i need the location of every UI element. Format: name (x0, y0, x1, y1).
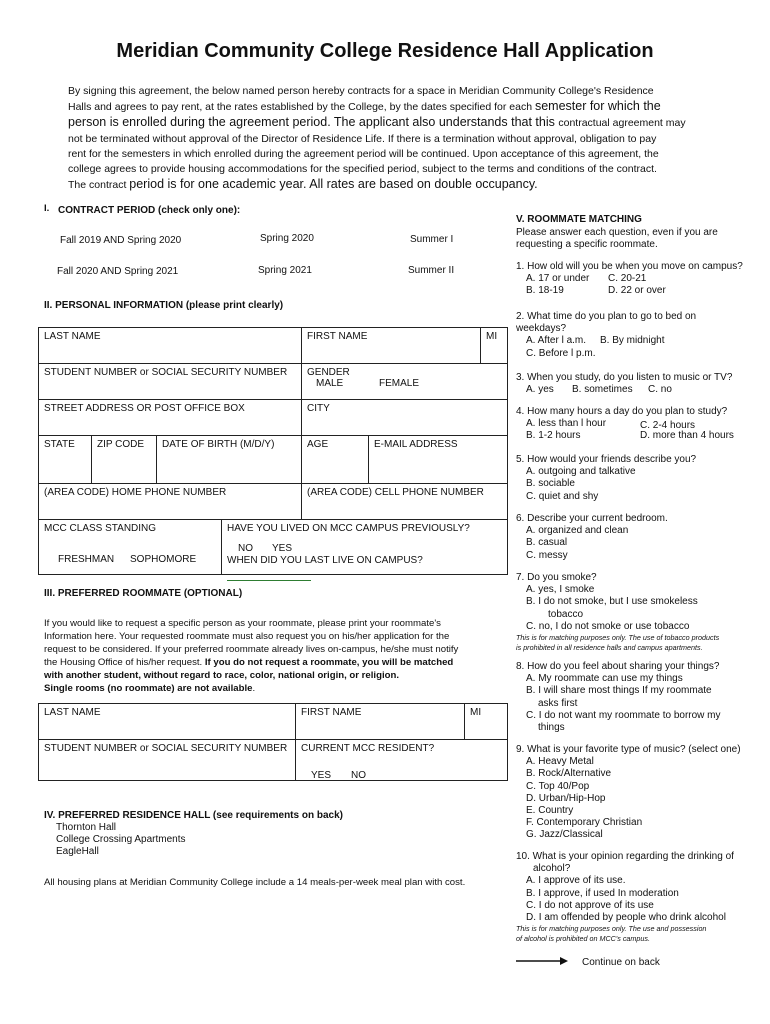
q1-option[interactable]: B. 18-19 (526, 285, 564, 297)
email-field[interactable]: E-MAIL ADDRESS (368, 435, 508, 484)
q4-option[interactable]: D. more than 4 hours (640, 430, 734, 442)
q3-option[interactable]: C. no (648, 384, 672, 396)
personal-info-heading: II. PERSONAL INFORMATION (please print clearly) (44, 300, 284, 311)
question-2: 2. What time do you plan to go to bed on weekdays? A. After l a.m. B. By midnight C. Before l p.m. (516, 311, 766, 360)
q7-option-continued: tobacco (548, 608, 584, 620)
q9-option[interactable]: G. Jazz/Classical (526, 829, 603, 841)
q5-option[interactable]: A. outgoing and talkative (526, 466, 636, 478)
question-8: 8. How do you feel about sharing your things? A. My roommate can use my things B. I will share most things If my roommate asks first C. I do not want my roommate to borrow my things (516, 661, 766, 734)
q2-option[interactable]: A. After l a.m. (526, 335, 587, 347)
roommate-first-name-field[interactable]: FIRST NAME (295, 703, 465, 740)
meal-plan-note: All housing plans at Meridian Community College include a 14 meals-per-week meal plan with cost. (44, 877, 466, 888)
hall-option[interactable]: Thornton Hall (56, 822, 117, 833)
q4-option[interactable]: C. 2-4 hours (640, 420, 696, 432)
question-4: 4. How many hours a day do you plan to study? A. less than l hour C. 2-4 hours B. 1-2 hours D. more than 4 hours (516, 406, 734, 442)
q10-option[interactable]: D. I am offended by people who drink alcohol (526, 912, 726, 924)
q8-option-continued: asks first (538, 697, 578, 709)
street-address-field[interactable]: STREET ADDRESS OR POST OFFICE BOX (38, 399, 302, 436)
q10-option[interactable]: C. I do not approve of its use (526, 899, 654, 911)
q6-option[interactable]: B. casual (526, 537, 568, 549)
roommate-matching-intro: Please answer each question, even if you are requesting a specific roommate. (516, 227, 718, 251)
contract-period-heading: CONTRACT PERIOD (check only one): (58, 205, 241, 216)
q1-option[interactable]: C. 20-21 (608, 273, 647, 285)
q6-option[interactable]: C. messy (526, 549, 568, 561)
gender-female-option[interactable]: FEMALE (379, 378, 420, 389)
q9-option[interactable]: E. Country (526, 805, 574, 817)
q6-option[interactable]: A. organized and clean (526, 525, 629, 537)
cell-phone-field[interactable]: (AREA CODE) CELL PHONE NUMBER (301, 483, 508, 520)
q9-option[interactable]: B. Rock/Alternative (526, 768, 612, 780)
lived-yes-option[interactable]: YES (272, 543, 293, 554)
gender-field: GENDER MALE FEMALE (301, 363, 508, 400)
dob-field[interactable]: DATE OF BIRTH (M/D/Y) (156, 435, 302, 484)
hall-option[interactable]: EagleHall (56, 846, 99, 858)
first-name-field[interactable]: FIRST NAME (301, 327, 481, 364)
option-spring2021[interactable]: Spring 2021 (258, 265, 312, 276)
q9-option[interactable]: D. Urban/Hip-Hop (526, 792, 606, 804)
option-fall2019-spring2020[interactable]: Fall 2019 AND Spring 2020 (60, 235, 182, 246)
q2-option[interactable]: B. By midnight (600, 335, 665, 347)
q7-option[interactable]: B. I do not smoke, but I use smokeless (526, 596, 698, 608)
city-field[interactable]: CITY (301, 399, 508, 436)
question-9: 9. What is your favorite type of music? (select one) A. Heavy Metal B. Rock/Alternative C. Top 40/Pop D. Urban/Hip-Hop E. Country F. Contemporary Christian G. Jazz/Classical (516, 744, 766, 842)
q9-option[interactable]: A. Heavy Metal (526, 756, 594, 768)
option-spring2020[interactable]: Spring 2020 (260, 233, 314, 244)
option-fall2020-spring2021[interactable]: Fall 2020 AND Spring 2021 (57, 266, 179, 277)
q5-option[interactable]: C. quiet and shy (526, 490, 599, 502)
middle-initial-field[interactable]: MI (480, 327, 508, 364)
arrow-right-icon (516, 955, 568, 967)
q8-option-continued: things (538, 722, 565, 734)
tobacco-note: This is for matching purposes only. The use of tobacco products is prohibited in all residence halls and campus apartments. (516, 633, 720, 653)
q2-option[interactable]: C. Before l p.m. (526, 347, 596, 359)
question-6: 6. Describe your current bedroom. A. organized and clean B. casual C. messy (516, 513, 766, 562)
question-3: 3. When you study, do you listen to music or TV? A. yes B. sometimes C. no (516, 372, 733, 396)
q1-option[interactable]: D. 22 or over (608, 285, 666, 297)
q7-option[interactable]: A. yes, I smoke (526, 584, 595, 596)
hall-option[interactable]: College Crossing Apartments (56, 834, 186, 846)
previous-campus-field: HAVE YOU LIVED ON MCC CAMPUS PREVIOUSLY? NO YES WHEN DID YOU LAST LIVE ON CAMPUS? (221, 519, 508, 575)
intro-line: rent for the semesters in which enrolled during the agreement period will be continued. Upon acceptance of this agreement, the (68, 147, 659, 160)
q7-option[interactable]: C. no, I do not smoke or use tobacco (526, 620, 690, 632)
q1-option[interactable]: A. 17 or under (526, 273, 590, 285)
age-field[interactable]: AGE (301, 435, 369, 484)
roommate-last-name-field[interactable]: LAST NAME (38, 703, 296, 740)
q10-option[interactable]: B. I approve, if used In moderation (526, 887, 679, 899)
question-1: 1. How old will you be when you move on campus? A. 17 or under C. 20-21 B. 18-19 D. 22 or over (516, 261, 743, 297)
option-summer2[interactable]: Summer II (408, 265, 455, 276)
q3-option[interactable]: B. sometimes (572, 384, 633, 396)
q4-option[interactable]: B. 1-2 hours (526, 430, 581, 442)
intro-line: person is enrolled during the agreement period. The applicant also understands that this contractual agreement may (68, 115, 686, 130)
roommate-paragraph: If you would like to request a specific person as your roommate, please print your roommate's Information here. Your requested roommate must also request you on his/her application for the request to be considered. If your preferred roommate already lives on-campus, he/she must notify the Housing Office of his/her request. If you do not request a roommate, you will be matched with another student, without regard to race, color, national origin, or religion. Single rooms (no roommate) are not available. (44, 618, 459, 694)
when-last-lived-label: WHEN DID YOU LAST LIVE ON CAMPUS? (227, 555, 423, 566)
residence-hall-options (56, 822, 186, 859)
intro-line: not be terminated without approval of the Director of Residence Life. If there is a termination without approval, obligation to pay (68, 132, 657, 145)
q8-option[interactable]: B. I will share most things If my roommate (526, 685, 712, 697)
roommate-mi-field[interactable]: MI (464, 703, 508, 740)
q9-option[interactable]: C. Top 40/Pop (526, 780, 590, 792)
class-standing-field: MCC CLASS STANDING FRESHMAN SOPHOMORE (38, 519, 222, 575)
sophomore-option[interactable]: SOPHOMORE (130, 554, 197, 565)
preferred-roommate-heading: III. PREFERRED ROOMMATE (OPTIONAL) (44, 588, 243, 599)
q5-option[interactable]: B. sociable (526, 478, 575, 490)
current-resident-field: CURRENT MCC RESIDENT? YES NO (295, 739, 508, 781)
section-1-number: I. (44, 203, 50, 214)
state-field[interactable]: STATE (38, 435, 92, 484)
intro-paragraph (68, 84, 718, 193)
option-summer1[interactable]: Summer I (410, 234, 454, 245)
q9-option[interactable]: F. Contemporary Christian (526, 817, 643, 829)
question-7: 7. Do you smoke? A. yes, I smoke B. I do not smoke, but I use smokeless tobacco C. no, I do not smoke or use tobacco This is for matching purposes only. The use of tobacco products is prohibited in all residence halls and campus apartments. (516, 572, 766, 653)
student-number-field[interactable]: STUDENT NUMBER or SOCIAL SECURITY NUMBER (38, 363, 302, 400)
intro-line: By signing this agreement, the below named person hereby contracts for a space in Meridian Community College's Residence (68, 85, 654, 97)
zip-field[interactable]: ZIP CODE (91, 435, 157, 484)
alcohol-note: This is for matching purposes only. The use and possession of alcohol is prohibited on MCC's campus. (516, 924, 707, 944)
resident-no-option[interactable]: NO (351, 770, 366, 781)
roommate-matching-heading: V. ROOMMATE MATCHING (516, 214, 642, 225)
q10-option[interactable]: A. I approve of its use. (526, 875, 626, 887)
last-name-field[interactable]: LAST NAME (38, 327, 302, 364)
page-title: Meridian Community College Residence Hall Application (116, 40, 654, 62)
continue-on-back: Continue on back (582, 957, 660, 968)
gender-male-option[interactable]: MALE (316, 378, 344, 389)
question-10: 10. What is your opinion regarding the drinking of alcohol? A. I approve of its use. B. I approve, if used In moderation C. I do not approve of its use D. I am offended by people who drink alcohol This is for matching purposes only. The use and possession of alcohol is prohibited on MCC's campus. (516, 851, 766, 944)
freshman-option[interactable]: FRESHMAN (58, 554, 115, 565)
intro-line: Halls and agrees to pay rent, at the rates established by the College, by the dates specified for each semester for which the (68, 99, 661, 114)
roommate-student-number-field[interactable]: STUDENT NUMBER or SOCIAL SECURITY NUMBER (38, 739, 296, 781)
intro-line: college agrees to provide housing accommodations for the specified period, subject to the terms and conditions of the contract. (68, 163, 657, 176)
home-phone-field[interactable]: (AREA CODE) HOME PHONE NUMBER (38, 483, 302, 520)
q8-option[interactable]: C. I do not want my roommate to borrow my (526, 709, 721, 721)
when-answer-line[interactable] (227, 580, 311, 581)
resident-yes-option[interactable]: YES (311, 770, 332, 781)
q8-option[interactable]: A. My roommate can use my things (526, 673, 683, 685)
q4-option[interactable]: A. less than l hour (526, 418, 607, 430)
lived-no-option[interactable]: NO (238, 543, 253, 554)
intro-line: The contract period is for one academic year. All rates are based on double occupancy. (68, 177, 538, 192)
question-5: 5. How would your friends describe you? A. outgoing and talkative B. sociable C. quiet and shy (516, 454, 766, 503)
residence-hall-heading: IV. PREFERRED RESIDENCE HALL (see requirements on back) (44, 810, 343, 821)
q3-option[interactable]: A. yes (526, 384, 554, 396)
